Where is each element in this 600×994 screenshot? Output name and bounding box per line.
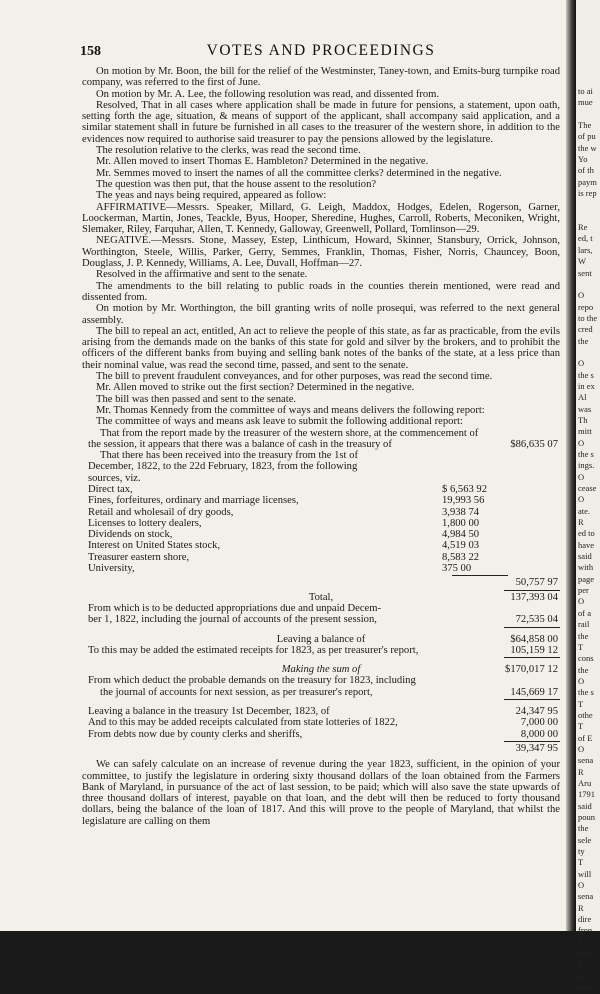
margin-fragment <box>576 279 600 290</box>
paragraph: Resolved, That in all cases where application shall be made in future for pensions, a statement, upon oath, setting forth the age, situation, & means of support of the applicant, shall accompany said application, and a similar statement shall in future be furnished in all cases to the treasurer of the western shore, in addition to the evidences now required to authorise said treasurer to pay the pensions allowed by the legislature. <box>82 99 560 145</box>
report-intro-line: December, 1822, to the 22d February, 1823, from the following <box>88 461 358 473</box>
margin-fragment: ate. <box>578 505 591 516</box>
margin-fragment: reac <box>578 948 593 959</box>
margin-fragment: the w <box>578 142 597 153</box>
margin-fragment: ed to <box>578 528 595 539</box>
probable-demands-row: From which deduct the probable demands on the treasury for 1823, including <box>88 675 416 687</box>
paragraph: Mr. Thomas Kennedy from the committee of ways and means delivers the following report: <box>96 404 485 416</box>
margin-fragment: said <box>578 800 592 811</box>
margin-fragment: cred <box>578 324 593 335</box>
margin-fragment <box>576 199 600 210</box>
margin-fragment: R <box>578 766 584 777</box>
paragraph: The bill to repeal an act, entitled, An act to relieve the people of this state, as far as practicable, from the evils arising from the demands made on the banks of this state for gold and silver by the brokers, and to prohibit the officers of the different banks from buying and selling bank notes of the banks of the state, at a less price than their nominal value, was read the second time, passed, and sent to the senate. <box>82 325 560 371</box>
margin-fragment: Al <box>578 392 587 403</box>
estimated-receipts-row: To this may be added the estimated receipts for 1823, as per treasurer's report, 105,159 12 <box>88 644 558 656</box>
margin-fragment <box>576 211 600 222</box>
margin-fragment: Th <box>578 414 588 425</box>
margin-fragment: of pu <box>578 131 596 142</box>
margin-fragment: in ex <box>578 380 595 391</box>
paragraph: The amendments to the bill relating to public roads in the counties therein mentioned, were read and dissented from. <box>82 280 560 303</box>
margin-fragment: dire <box>578 914 592 925</box>
paragraph: On motion by Mr. Boon, the bill for the relief of the Westminster, Taney-town, and Emits-burg turnpike road company, was referred to the first of June. <box>82 66 560 89</box>
page-header <box>80 42 562 62</box>
margin-fragment: 1791 <box>578 789 595 800</box>
report-intro-line: sources, viz. <box>88 472 141 484</box>
margin-fragment: to ai <box>578 86 593 96</box>
margin-fragment: the <box>578 823 589 834</box>
paragraph: On motion by Mr. Worthington, the bill granting writs of nolle prosequi, was referred to the next general assembly. <box>82 303 560 326</box>
margin-fragment: ed, t <box>578 233 593 244</box>
margin-fragment: per <box>578 585 589 596</box>
divider-rule <box>82 626 560 629</box>
paragraph: The resolution relative to the clerks, was read the second time. <box>96 145 361 157</box>
receipt-row: University, 375 00 <box>88 563 472 575</box>
receipt-row: Interest on United States stock, 4,519 03 <box>88 540 480 552</box>
receipt-row: Direct tax, $ 6,563 92 <box>88 483 488 495</box>
margin-fragment: of a <box>578 607 591 618</box>
paragraph: Mr. Allen moved to insert Thomas E. Hambleton? Determined in the negative. <box>96 156 429 168</box>
margin-fragment: mue <box>578 97 593 108</box>
balance-row: From debts now due by county clerks and sheriffs, 8,000 00 <box>88 728 558 740</box>
margin-fragment: was <box>578 403 592 414</box>
paragraph: Mr. Allen moved to strike out the first section? Determined in the negative. <box>96 382 415 394</box>
margin-fragment: poun <box>578 812 595 822</box>
final-total-row: 39,347 95 <box>515 742 558 754</box>
margin-fragment: paym <box>578 176 597 187</box>
divider-rule <box>82 656 560 659</box>
margin-fragment: O <box>578 675 585 686</box>
margin-fragment: is rep <box>578 188 597 199</box>
margin-fragment: O <box>578 880 585 891</box>
margin-fragment: sena <box>578 891 594 902</box>
margin-fragment: of E <box>578 732 593 743</box>
margin-fragment: with <box>578 562 594 573</box>
deduct-row: From which is to be deducted appropriations due and unpaid Decem- <box>88 602 382 614</box>
margin-fragment: O <box>578 596 585 607</box>
margin-fragment: T <box>578 721 584 732</box>
margin-fragment: sele <box>578 834 592 845</box>
margin-fragment: the <box>578 664 589 675</box>
margin-fragment: fron <box>578 925 593 936</box>
margin-fragment: the <box>578 335 589 346</box>
receipt-row: Treasurer eastern shore, 8,583 22 <box>88 551 480 563</box>
margin-fragment: cons <box>578 653 594 664</box>
margin-fragment: T <box>578 857 584 868</box>
margin-fragment: the s <box>578 687 594 698</box>
balance-table <box>82 706 560 740</box>
receipt-row: Licenses to lottery dealers, 1,800 00 <box>88 517 480 529</box>
margin-fragment: ings. <box>578 460 595 471</box>
balance-row: And to this may be added receipts calculated from state lotteries of 1822, 7,000 00 <box>88 717 558 729</box>
margin-fragment: repo <box>578 301 594 312</box>
margin-fragment: sent <box>578 267 592 278</box>
deduct-row: ber 1, 1822, including the journal of accounts of the present session, 72,535 04 <box>88 614 558 626</box>
margin-fragment: and <box>578 982 591 993</box>
margin-fragment: O <box>578 437 585 448</box>
margin-fragment: O <box>578 290 585 301</box>
margin-fragment: othe <box>578 709 593 720</box>
margin-fragment: the s <box>578 369 594 380</box>
margin-fragment: O <box>578 471 585 482</box>
margin-fragment: rail <box>578 619 590 630</box>
margin-fragment: T <box>578 641 584 652</box>
balance-row: Leaving a balance in the treasury 1st December, 1823, of 24,347 95 <box>88 706 558 718</box>
margin-fragment <box>576 109 600 120</box>
paragraph: AFFIRMATIVE—Messrs. Speaker, Millard, G. Leigh, Maddox, Hodges, Edelen, Rogerson, Garner, Loockerman, Martin, Jones, Teackle, Byus, Hooper, Sheredine, Hughes, Carroll, Roberts, Meconiken, Wright, Slemaker, Riley, Farquhar, Allen, T. Kennedy, Galloway, Greenwell, Pollard, Tomlinson—29. <box>82 201 560 236</box>
leaving-balance-row: Leaving a balance of $64,858 00 <box>276 633 558 645</box>
receipt-row: Dividends on stock, 4,984 50 <box>88 529 480 541</box>
margin-fragment: Yo <box>578 154 588 165</box>
closing-paragraph: We can safely calculate on an increase of revenue during the year 1823, sufficient, in the opinion of your committee, to justify the legislature in ordering sixty thousand dollars of the loan obtained from the Farmers Bank of Maryland, in pursuance of the act of last session, to be paid; which will also save the state upwards of three thousand dollars of interest, payable on that loan, and the debt will then be reduced to forty thousand dollars, being the balance of the loan of 1817. And this will prove to the people of Maryland, that whilst the legislature are calling on them <box>82 759 560 827</box>
paragraph: The bill to prevent fraudulent conveyances, and for other purposes, was read the second time. <box>96 371 493 383</box>
margin-fragment: Aru <box>578 777 592 788</box>
margin-fragment: lars, <box>578 244 593 255</box>
margin-fragment: mitt <box>578 426 592 437</box>
facing-page-edge <box>576 0 600 993</box>
document-body <box>82 66 560 827</box>
margin-fragment: O <box>578 358 585 369</box>
margin-fragment: T <box>578 959 584 970</box>
paragraph: The committee of ways and means ask leave to submit the following additional report: <box>96 416 463 428</box>
margin-fragment <box>576 347 600 358</box>
margin-fragment: O <box>578 743 585 754</box>
probable-demands-row: the journal of accounts for next session, as per treasurer's report, 145,669 17 <box>100 686 558 698</box>
paragraph: The yeas and nays being required, appeared as follow: <box>96 190 327 202</box>
paragraph: NEGATIVE.—Messrs. Stone, Massey, Estep, Linthicum, Howard, Skinner, Stansbury, Orrick, Johnson, Worthington, Steele, Willis, Parker, Gerry, Semmes, Franklin, Thomas, Fisher, Norris, Chauncey, Boon, Douglass, J. P. Kennedy, Williams, A. Lee, Duvall, Hoffman—27. <box>82 235 560 270</box>
margin-fragment: page <box>578 573 595 584</box>
receipt-row: Fines, forfeitures, ordinary and marriage licenses, 19,993 56 <box>88 495 485 507</box>
margin-fragment: The <box>578 120 592 131</box>
total-row: Total, 137,393 04 <box>308 591 558 603</box>
margin-fragment: ty <box>578 846 585 857</box>
margin-fragment: of th <box>578 165 594 176</box>
margin-fragment: to, <box>578 970 587 981</box>
proceedings-paragraphs <box>82 66 560 428</box>
margin-fragment: T <box>578 936 584 947</box>
opening-balance-amount: $86,635 07 <box>510 438 558 450</box>
margin-fragment: said <box>578 551 592 562</box>
margin-fragment: W <box>578 256 587 267</box>
paragraph: The question was then put, that the house assent to the resolution? <box>96 178 377 190</box>
paragraph: On motion by Mr. A. Lee, the following resolution was read, and dissented from. <box>96 88 440 100</box>
paragraph: The bill was then passed and sent to the senate. <box>96 393 297 405</box>
report-intro-line: That from the report made by the treasurer of the western shore, at the commencement of <box>100 427 479 439</box>
receipts-table <box>82 484 560 574</box>
divider-rule <box>82 698 560 701</box>
receipts-total-row: 50,757 97 <box>515 577 558 589</box>
margin-fragment: have <box>578 539 595 550</box>
margin-fragment: the <box>578 630 589 641</box>
margin-fragment: the s <box>578 449 594 459</box>
margin-fragment: cease <box>578 483 597 494</box>
margin-fragment: will <box>578 868 592 879</box>
margin-fragment: T <box>578 698 584 709</box>
margin-fragment: O <box>578 494 585 505</box>
page-number: 158 <box>80 44 101 59</box>
report-balance-line: the session, it appears that there was a balance of cash in the treasury of $86,635 07 <box>88 438 558 450</box>
paragraph: Resolved in the affirmative and sent to the senate. <box>96 269 308 281</box>
paragraph: Mr. Semmes moved to insert the names of all the committee clerks? determined in the negative. <box>96 167 502 179</box>
report-intro-line: That there has been received into the treasury from the 1st of <box>100 450 358 462</box>
margin-fragment: Re <box>578 222 588 233</box>
making-sum-row: Making the sum of $170,017 12 <box>281 664 558 676</box>
margin-fragment: R <box>578 902 584 913</box>
receipt-row: Retail and wholesail of dry goods, 3,938 74 <box>88 506 480 518</box>
margin-fragment: R <box>578 517 584 528</box>
page-title: VOTES AND PROCEEDINGS <box>206 42 436 59</box>
page-gutter <box>566 0 576 931</box>
margin-fragment: to the <box>578 312 598 323</box>
margin-fragment: sena <box>578 755 594 766</box>
